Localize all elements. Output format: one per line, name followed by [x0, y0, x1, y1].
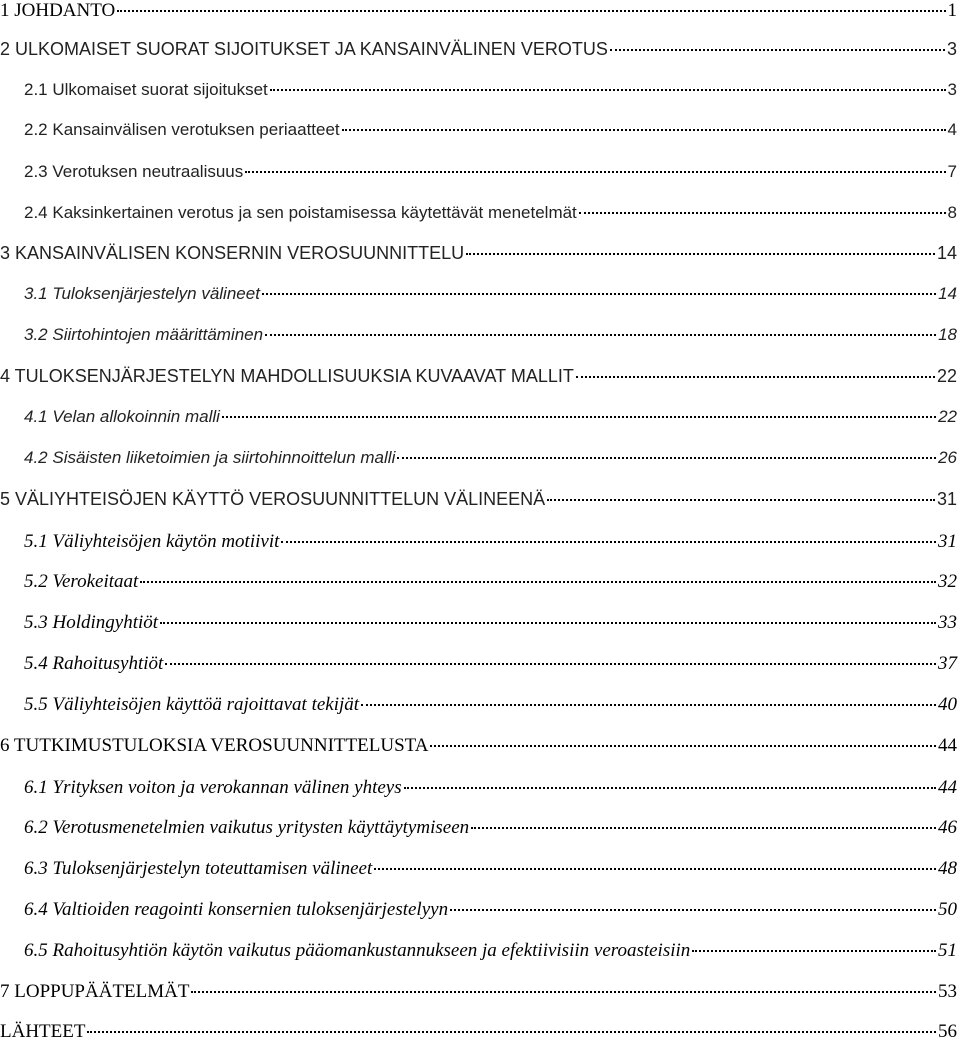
toc-entry-label: 6.5 Rahoitusyhtiön käytön vaikutus pääomankustannukseen ja efektiivisiin veroasteisiin	[24, 940, 691, 961]
toc-entry-page: 18	[938, 325, 957, 344]
dot-leader	[576, 376, 935, 378]
toc-entry-johdanto[interactable]	[0, 0, 957, 28]
dot-leader	[270, 89, 946, 91]
toc-entry-page: 14	[938, 284, 957, 303]
toc-entry-label: 5.1 Väliyhteisöjen käytön motiivit	[24, 531, 280, 552]
toc-entry-label: 4.1 Velan allokoinnin malli	[24, 407, 220, 426]
dot-leader	[245, 171, 945, 173]
dot-leader	[191, 991, 936, 993]
toc-entry-label: 5.2 Verokeitaat	[24, 571, 139, 592]
toc-entry-label: LÄHTEET	[0, 1021, 86, 1042]
toc-entry-label: 6.1 Yrityksen voiton ja verokannan välinen yhteys	[24, 777, 402, 798]
toc-entry-6-1[interactable]	[24, 777, 957, 805]
toc-entry-5-4[interactable]	[24, 653, 957, 681]
dot-leader	[430, 745, 936, 747]
toc-entry-page: 44	[938, 777, 957, 798]
toc-entry-page: 4	[947, 120, 957, 139]
toc-entry-6-5[interactable]	[24, 940, 957, 968]
toc-entry-label: 6 TUTKIMUSTULOKSIA VEROSUUNNITTELUSTA	[0, 735, 429, 756]
toc-entry-6-4[interactable]	[24, 899, 957, 927]
toc-entry-page: 37	[938, 653, 957, 674]
toc-entry-label: 2.2 Kansainvälisen verotuksen periaatteet	[24, 120, 340, 139]
toc-entry-label: 3 KANSAINVÄLISEN KONSERNIN VEROSUUNNITTELU	[0, 243, 465, 263]
toc-entry-page: 8	[947, 203, 957, 222]
toc-entry-chapter-5[interactable]	[0, 489, 957, 517]
toc-entry-3-2[interactable]	[24, 325, 957, 353]
dot-leader	[262, 293, 936, 295]
toc-entry-6-3[interactable]	[24, 858, 957, 886]
toc-entry-2-4[interactable]	[24, 203, 957, 231]
toc-entry-page: 32	[938, 571, 957, 592]
toc-entry-label: 2 ULKOMAISET SUORAT SIJOITUKSET JA KANSAINVÄLINEN VEROTUS	[0, 39, 608, 59]
toc-entry-label: 6.3 Tuloksenjärjestelyn toteuttamisen välineet	[24, 858, 373, 879]
dot-leader	[692, 950, 936, 952]
toc-entry-4-2[interactable]	[24, 448, 957, 476]
toc-entry-page: 1	[947, 0, 957, 21]
toc-entry-page: 40	[938, 694, 957, 715]
toc-entry-page: 33	[938, 612, 957, 633]
toc-entry-page: 50	[938, 899, 957, 920]
toc-entry-2-2[interactable]	[24, 120, 957, 148]
toc-entry-page: 3	[946, 39, 957, 59]
toc-entry-lahteet[interactable]	[0, 1021, 957, 1049]
toc-entry-5-2[interactable]	[24, 571, 957, 599]
toc-entry-page: 22	[936, 366, 957, 386]
dot-leader	[466, 253, 935, 255]
toc-entry-4-1[interactable]	[24, 407, 957, 435]
toc-entry-label: 7 LOPPUPÄÄTELMÄT	[0, 981, 190, 1002]
toc-entry-page: 56	[938, 1021, 957, 1042]
dot-leader	[342, 129, 946, 131]
toc-entry-page: 51	[938, 940, 957, 961]
dot-leader	[374, 868, 936, 870]
toc-entry-chapter-6[interactable]	[0, 735, 957, 763]
dot-leader	[471, 827, 936, 829]
toc-entry-page: 3	[947, 80, 957, 99]
toc-entry-chapter-7[interactable]	[0, 981, 957, 1009]
toc-entry-3-1[interactable]	[24, 284, 957, 312]
dot-leader	[165, 663, 936, 665]
toc-entry-label: 4.2 Sisäisten liiketoimien ja siirtohinnoittelun malli	[24, 448, 396, 467]
dot-leader	[579, 212, 946, 214]
toc-entry-chapter-3[interactable]	[0, 243, 957, 271]
toc-entry-label: 5.3 Holdingyhtiöt	[24, 612, 159, 633]
dot-leader	[222, 416, 936, 418]
toc-entry-page: 14	[936, 243, 957, 263]
toc-entry-5-1[interactable]	[24, 531, 957, 559]
toc-entry-label: 2.4 Kaksinkertainen verotus ja sen poistamisessa käytettävät menetelmät	[24, 203, 577, 222]
toc-entry-page: 44	[938, 735, 957, 756]
toc-entry-label: 5.4 Rahoitusyhtiöt	[24, 653, 164, 674]
toc-entry-page: 31	[936, 489, 957, 509]
toc-entry-label: 3.2 Siirtohintojen määrittäminen	[24, 325, 264, 344]
toc-entry-page: 31	[938, 531, 957, 552]
dot-leader	[265, 334, 936, 336]
dot-leader	[397, 457, 936, 459]
dot-leader	[547, 499, 935, 501]
toc-entry-2-3[interactable]	[24, 162, 957, 190]
toc-entry-page: 48	[938, 858, 957, 879]
dot-leader	[281, 541, 936, 543]
toc-entry-label: 4 TULOKSENJÄRJESTELYN MAHDOLLISUUKSIA KUVAAVAT MALLIT	[0, 366, 574, 386]
dot-leader	[610, 49, 945, 51]
toc-entry-label: 6.2 Verotusmenetelmien vaikutus yritysten käyttäytymiseen	[24, 817, 470, 838]
dot-leader	[450, 909, 936, 911]
dot-leader	[404, 787, 936, 789]
toc-entry-label: 5.5 Väliyhteisöjen käyttöä rajoittavat tekijät	[24, 694, 360, 715]
toc-entry-page: 46	[938, 817, 957, 838]
toc-entry-label: 5 VÄLIYHTEISÖJEN KÄYTTÖ VEROSUUNNITTELUN VÄLINEENÄ	[0, 489, 546, 509]
dot-leader	[87, 1031, 936, 1033]
dot-leader	[160, 622, 936, 624]
toc-entry-label: 1 JOHDANTO	[0, 0, 116, 21]
toc-entry-chapter-4[interactable]	[0, 366, 957, 394]
toc-entry-chapter-2[interactable]	[0, 39, 957, 67]
toc-entry-label: 3.1 Tuloksenjärjestelyn välineet	[24, 284, 260, 303]
toc-entry-page: 53	[938, 981, 957, 1002]
toc-entry-page: 26	[938, 448, 957, 467]
toc-entry-label: 2.3 Verotuksen neutraalisuus	[24, 162, 244, 181]
toc-entry-page: 7	[947, 162, 957, 181]
toc-entry-5-3[interactable]	[24, 612, 957, 640]
dot-leader	[361, 704, 936, 706]
toc-entry-page: 22	[938, 407, 957, 426]
dot-leader	[140, 581, 936, 583]
toc-entry-label: 6.4 Valtioiden reagointi konsernien tuloksenjärjestelyyn	[24, 899, 449, 920]
dot-leader	[117, 10, 945, 12]
toc-entry-label: 2.1 Ulkomaiset suorat sijoitukset	[24, 80, 268, 99]
toc-entry-6-2[interactable]	[24, 817, 957, 845]
toc-entry-5-5[interactable]	[24, 694, 957, 722]
toc-entry-2-1[interactable]	[24, 80, 957, 108]
